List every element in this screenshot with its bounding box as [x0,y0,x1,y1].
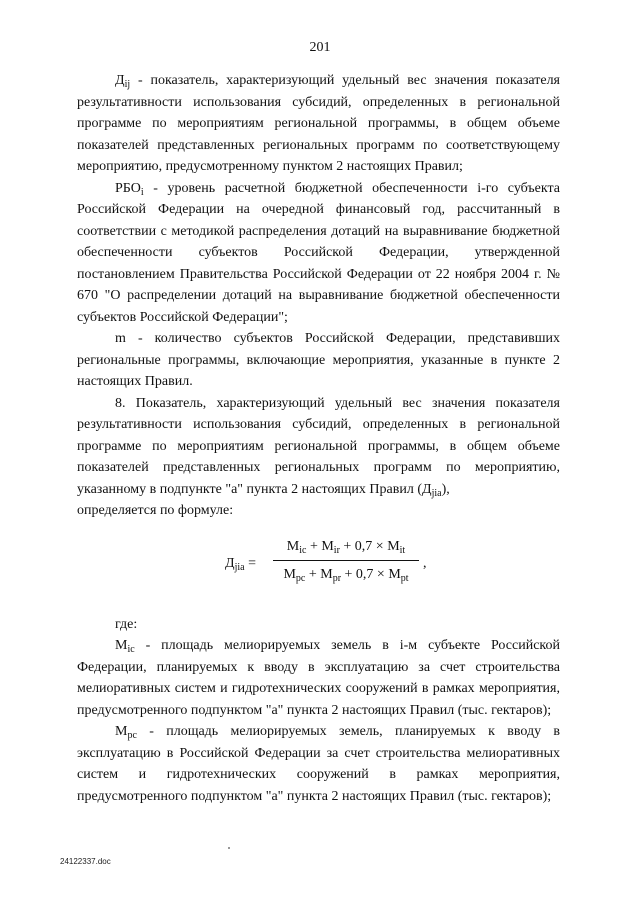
page-number: 201 [309,40,331,55]
formula-fraction [273,536,419,586]
scan-dot [228,847,230,849]
definition-m-ic: $М_{ic}$ - площадь мелиорируемых земель в i-м субъекте Российской Федерации, планируемых к вводу в эксплуатацию за счет строительства мелиоративных систем и гидротехнических сооружений в рамках мероприятия, предусмотренного подпунктом "а" пункта 2 настоящих Правил (тыс. гектаров); [77,638,560,718]
formula-denominator: $М_{pc} + М_{pr} + 0,7 \times М_{pt}$ [283,567,409,584]
formula [77,532,560,594]
definition-m: m - количество субъектов Российской Федерации, представивших региональные программы, включающие мероприятия, указанные в пункте 2 настоящих Правил. [77,331,560,389]
document-body [77,70,560,807]
item-8-text: 8. Показатель, характеризующий удельный вес значения показателя результативности использования субсидий, определенных в региональной программе по мероприятиям региональной программы, в общем объеме показателей представленных региональных программ по мероприятию, указанному в подпункте "а" пункта 2 настоящих Правил ( [77,395,560,497]
formula-lhs: $Д_{jia}$ = [225,555,256,573]
item-8: 8. Показатель, характеризующий удельный вес значения показателя результативности использования субсидий, определенных в региональной программе по мероприятиям региональной программы, в общем объеме показателей представленных региональных программ по мероприятию, указанному в подпункте "а" пункта 2 настоящих Правил $(Д_{jia})$, [77,395,560,499]
definition-m-pc: $М_{pc}$ - площадь мелиорируемых земель, планируемых к вводу в эксплуатацию в Российской Федерации за счет строительства мелиоративных систем и гидротехнических сооружений в рамках мероприятия, предусмотренного подпунктом "а" пункта 2 настоящих Правил (тыс. гектаров); [77,724,560,804]
where-label: где: [115,616,138,632]
symbol: РБО [115,180,141,196]
formula-end: , [423,555,427,571]
footer-filename: 24122337.doc [60,857,111,866]
definition-rbo-i: $РБО_i$ - уровень расчетной бюджетной обеспеченности i-го субъекта Российской Федерации на очередной финансовый год, рассчитанный в соответствии с методикой распределения дотаций на выравнивание бюджетной обеспеченности субъектов Российской Федерации, утвержденной постановлением Правительства Российской Федерации от 22 ноября 2004 г. № 670 "О распределении дотаций на выравнивание бюджетной обеспеченности субъектов Российской Федерации"; [77,180,560,325]
symbol: Д [115,73,125,88]
formula-intro: определяется по формуле: [77,503,234,518]
definition-d-ij: $Д_{ij}$ - показатель, характеризующий удельный вес значения показателя результативности использования субсидий, определенных в региональной программе по мероприятиям региональной программы, в общем объеме показателей представленных региональных программ по соответствующему мероприятию, предусмотренному пунктом 2 настоящих Правил; [77,73,560,174]
definition-text: - показатель, характеризующий удельный вес значения показателя результативности использования субсидий, определенных в региональной программе по мероприятиям региональной программы, в общем объеме показателей представленных региональных программ по соответствующему мероприятию, предусмотренному пунктом 2 настоящих Правил; [77,73,560,174]
formula-numerator: $М_{ic} + М_{ir} + 0,7 \times М_{it}$ [273,536,419,562]
definition-text: - уровень расчетной бюджетной обеспеченности i-го субъекта Российской Федерации на очередной финансовый год, рассчитанный в соответствии с методикой распределения дотаций на выравнивание бюджетной обеспеченности субъектов Российской Федерации, утвержденной постановлением Правительства Российской Федерации от 22 ноября 2004 г. № 670 "О распределении дотаций на выравнивание бюджетной обеспеченности субъектов Российской Федерации"; [77,180,560,325]
